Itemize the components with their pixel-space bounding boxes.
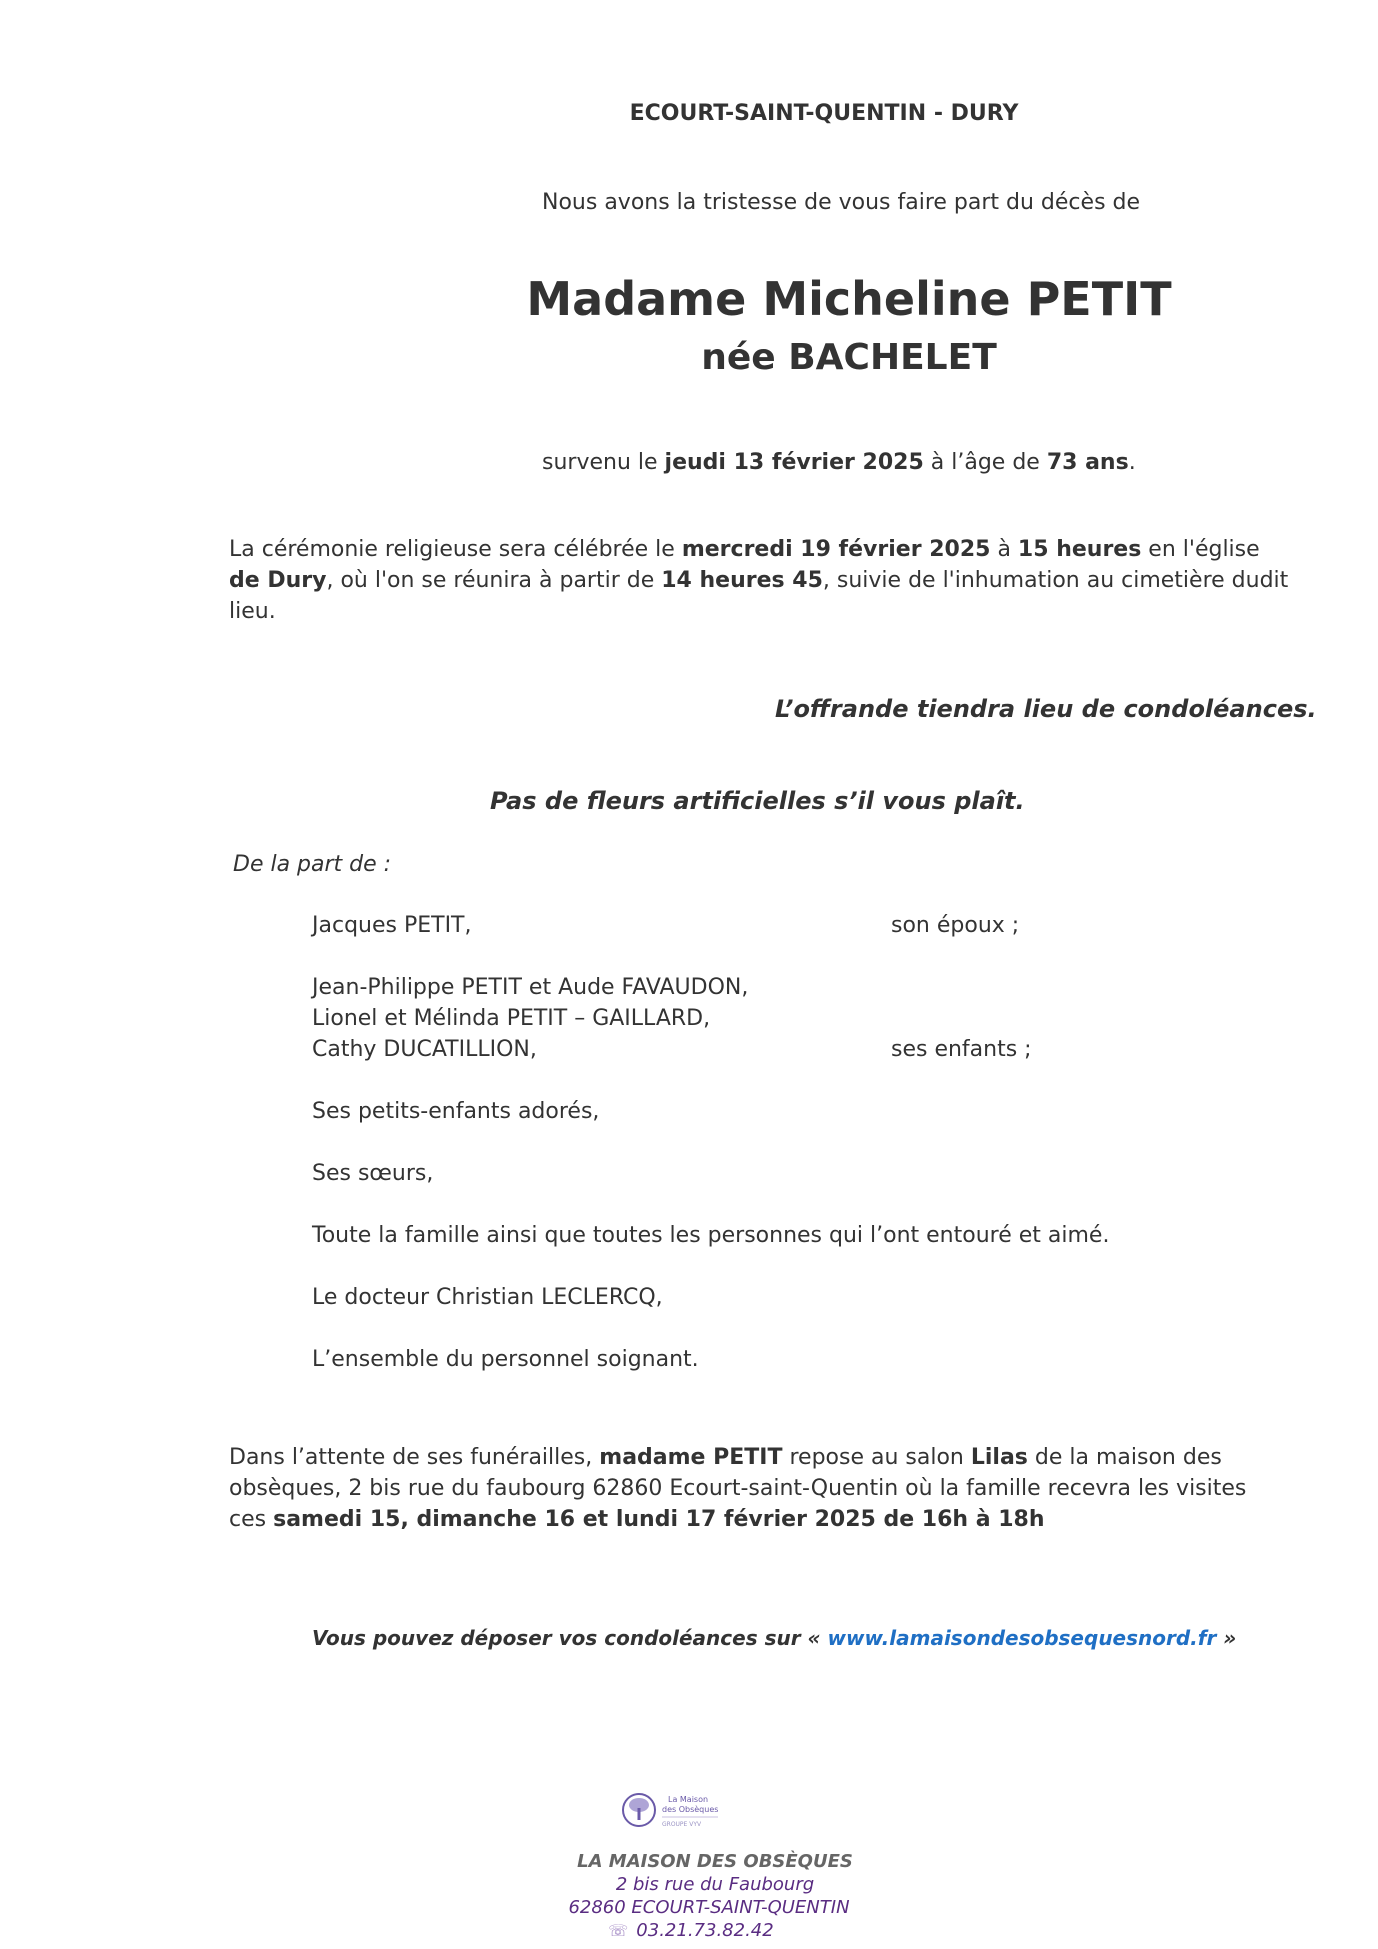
footer-company xyxy=(0,1851,1378,1872)
visits-line-1 xyxy=(229,1442,1349,1473)
footer-street-text: 2 bis rue du Faubourg xyxy=(615,1874,815,1895)
family-other: Ses sœurs, xyxy=(312,1161,434,1186)
visits-text: Dans l’attente de ses funérailles, xyxy=(229,1445,600,1470)
ceremony-paragraph xyxy=(229,534,1329,627)
death-date: jeudi 13 février 2025 xyxy=(664,450,924,475)
visits-paragraph xyxy=(229,1442,1349,1535)
visits-dates: samedi 15, dimanche 16 et lundi 17 février 2025 de 16h à 18h xyxy=(273,1507,1045,1532)
ceremony-text: La cérémonie religieuse sera célébrée le xyxy=(229,537,682,562)
footer-street xyxy=(0,1874,1378,1895)
ceremony-line-3: lieu. xyxy=(229,599,276,624)
visits-text: ces xyxy=(229,1507,274,1532)
flowers-note: Pas de fleurs artificielles s’il vous plaît. xyxy=(490,787,1025,815)
family-other: Le docteur Christian LECLERCQ, xyxy=(312,1285,663,1310)
footer-city xyxy=(0,1897,1378,1918)
ceremony-text: à xyxy=(990,537,1018,562)
ceremony-place: de Dury xyxy=(229,568,327,593)
logo-line-2: des Obsèques xyxy=(662,1805,719,1814)
family-heading: De la part de : xyxy=(233,852,392,877)
footer-phone xyxy=(0,1920,1378,1941)
death-suffix: . xyxy=(1128,450,1136,475)
telephone-icon: ☏ xyxy=(608,1921,629,1940)
family-other: L’ensemble du personnel soignant. xyxy=(312,1347,699,1372)
gathering-time: 14 heures 45 xyxy=(661,568,823,593)
death-info xyxy=(542,450,1136,475)
family-spouse-name: Jacques PETIT, xyxy=(312,913,472,938)
family-spouse-relation: son époux ; xyxy=(891,913,1020,938)
logo-line-3: GROUPE VYV xyxy=(662,1821,702,1828)
condolences-text: Vous pouvez déposer vos condoléances sur « xyxy=(312,1626,828,1650)
visits-text: repose au salon xyxy=(782,1445,971,1470)
visits-salon: Lilas xyxy=(970,1445,1028,1470)
visits-name: madame PETIT xyxy=(599,1445,783,1470)
death-mid: à l’âge de xyxy=(923,450,1047,475)
logo-line-1: La Maison xyxy=(668,1795,709,1804)
ceremony-line-1 xyxy=(229,534,1329,565)
family-children-relation: ses enfants ; xyxy=(891,1037,1032,1062)
condolences-note xyxy=(312,1626,1236,1650)
company-logo xyxy=(620,1788,730,1836)
visits-line-3 xyxy=(229,1504,1349,1535)
ceremony-text: , où l'on se réunira à partir de xyxy=(326,568,662,593)
location-heading xyxy=(0,101,1378,126)
maiden-name xyxy=(0,337,1378,378)
visits-line-2: obsèques, 2 bis rue du faubourg 62860 Ecourt-saint-Quentin où la famille recevra les visites xyxy=(229,1476,1247,1501)
visits-text: de la maison des xyxy=(1027,1445,1222,1470)
maiden-name-text: née BACHELET xyxy=(701,337,997,378)
footer-phone-text: 03.21.73.82.42 xyxy=(636,1920,774,1941)
death-prefix: survenu le xyxy=(542,450,665,475)
condolences-close: » xyxy=(1216,1626,1237,1650)
family-other: Ses petits-enfants adorés, xyxy=(312,1099,600,1124)
ceremony-text: , suivie de l'inhumation au cimetière dudit xyxy=(822,568,1289,593)
offering-note: L’offrande tiendra lieu de condoléances. xyxy=(775,695,1317,723)
ceremony-line-2 xyxy=(229,565,1329,596)
condolences-link[interactable]: www.lamaisondesobsequesnord.fr xyxy=(827,1626,1217,1650)
death-age: 73 ans xyxy=(1046,450,1129,475)
ceremony-date: mercredi 19 février 2025 xyxy=(681,537,991,562)
family-child: Jean-Philippe PETIT et Aude FAVAUDON, xyxy=(312,975,749,1000)
intro-text: Nous avons la tristesse de vous faire part du décès de xyxy=(542,190,1141,215)
deceased-name-text: Madame Micheline PETIT xyxy=(526,272,1172,326)
ceremony-text: en l'église xyxy=(1141,537,1260,562)
ceremony-time: 15 heures xyxy=(1017,537,1142,562)
footer-company-text: LA MAISON DES OBSÈQUES xyxy=(577,1851,853,1872)
tree-logo-icon xyxy=(620,1788,730,1836)
family-child: Lionel et Mélinda PETIT – GAILLARD, xyxy=(312,1006,711,1031)
location-text: ECOURT-SAINT-QUENTIN - DURY xyxy=(629,101,1019,126)
family-child: Cathy DUCATILLION, xyxy=(312,1037,537,1062)
family-other: Toute la famille ainsi que toutes les personnes qui l’ont entouré et aimé. xyxy=(312,1223,1110,1248)
deceased-name xyxy=(0,272,1378,326)
footer-city-text: 62860 ECOURT-SAINT-QUENTIN xyxy=(568,1897,850,1918)
